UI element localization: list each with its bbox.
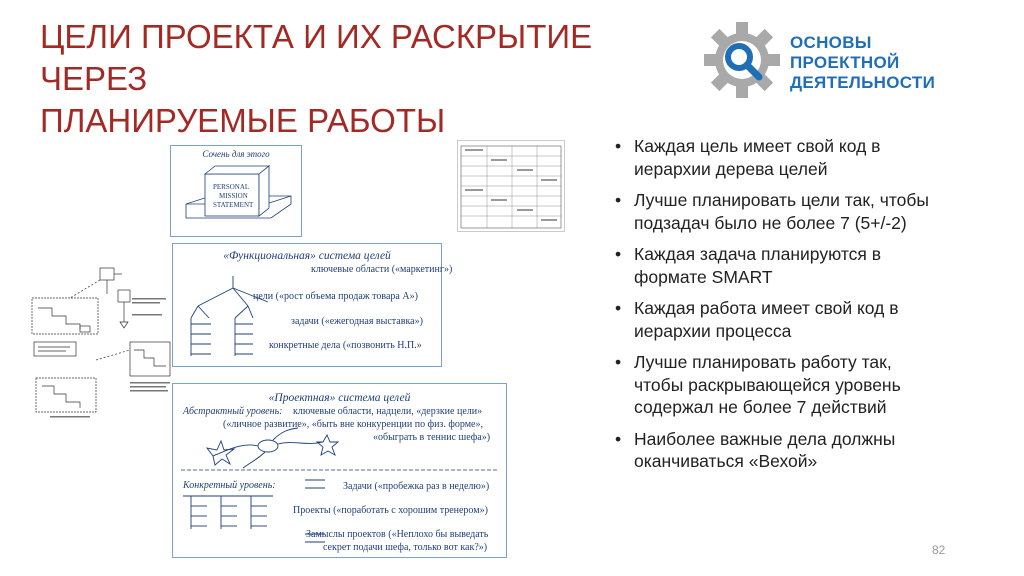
functional-row-1: ключевые области («маркетинг») bbox=[311, 264, 453, 275]
concrete-line-4: секрет подачи шефа, только вот как?») bbox=[323, 542, 488, 553]
process-flowchart-thumbnail bbox=[30, 250, 175, 420]
planning-form-thumbnail bbox=[457, 140, 565, 232]
logo-line-2: ПРОЕКТНОЙ bbox=[790, 53, 900, 72]
mission-caption: Сочень для этого bbox=[202, 149, 270, 159]
abstract-line-3: «обыграть в теннис шефа») bbox=[373, 432, 491, 443]
logo-text bbox=[790, 33, 935, 93]
concrete-line-3: Замыслы проектов («Неплохо бы выведать bbox=[306, 529, 489, 540]
functional-row-2: цели («рост объема продаж товара А») bbox=[253, 291, 418, 302]
functional-row-4: конкретные дела («позвонить Н.П.» bbox=[269, 340, 422, 351]
bullet-item: • Каждая цель имеет свой код в иерархии дерева целей bbox=[614, 135, 944, 180]
concrete-line-2: Проекты («поработать с хорошим тренером») bbox=[293, 505, 488, 516]
mission-label-3: STATEMENT bbox=[213, 201, 254, 209]
bullet-item: • Лучше планировать работу так, чтобы раскрывающейся уровень содержал не более 7 действий bbox=[614, 351, 944, 419]
concrete-line-1: Задачи («пробежка раз в неделю») bbox=[343, 481, 490, 492]
bullet-item: • Каждая работа имеет свой код в иерархии процесса bbox=[614, 297, 944, 342]
mission-statement-box bbox=[170, 145, 302, 237]
functional-title: «Функциональная» система целей bbox=[223, 250, 391, 262]
mind-map-icon bbox=[207, 428, 338, 468]
functional-goals-box bbox=[172, 243, 453, 367]
functional-row-3: задачи («ежегодная выставка») bbox=[291, 316, 423, 327]
concrete-level-label: Конкретный уровень: bbox=[183, 480, 276, 491]
page-number: 82 bbox=[932, 543, 946, 557]
mission-cube-icon bbox=[171, 146, 301, 236]
bullet-item: • Каждая задача планируются в формате SMART bbox=[614, 243, 944, 288]
slide-title-line-2: ПЛАНИРУЕМЫЕ РАБОТЫ bbox=[40, 102, 446, 139]
bullet-item: • Наиболее важные дела должны оканчиваться «Вехой» bbox=[614, 428, 944, 473]
bullet-item: • Лучше планировать цели так, чтобы подзадач было не более 7 (5+/-2) bbox=[614, 189, 944, 234]
abstract-line-1: ключевые области, надцели, «дерзкие цели» bbox=[293, 406, 483, 417]
abstract-level-label: Абстрактный уровень: bbox=[183, 406, 283, 417]
slide-title-line-1: ЦЕЛИ ПРОЕКТА И ИХ РАСКРЫТИЕ ЧЕРЕЗ bbox=[40, 18, 593, 97]
mission-label-1: PERSONAL bbox=[213, 183, 250, 191]
slide-title bbox=[40, 16, 690, 142]
mission-label-2: MISSION bbox=[219, 192, 248, 200]
project-goals-box bbox=[172, 383, 507, 558]
logo-line-1: ОСНОВЫ bbox=[790, 33, 872, 52]
project-title: «Проектная» система целей bbox=[268, 392, 411, 404]
logo-line-3: ДЕЯТЕЛЬНОСТИ bbox=[790, 73, 936, 92]
bullet-list bbox=[614, 135, 944, 482]
abstract-line-2: («личное развитие», «быть вне конкуренции по физ. форме», bbox=[223, 419, 483, 430]
gear-magnifier-icon bbox=[704, 22, 780, 98]
